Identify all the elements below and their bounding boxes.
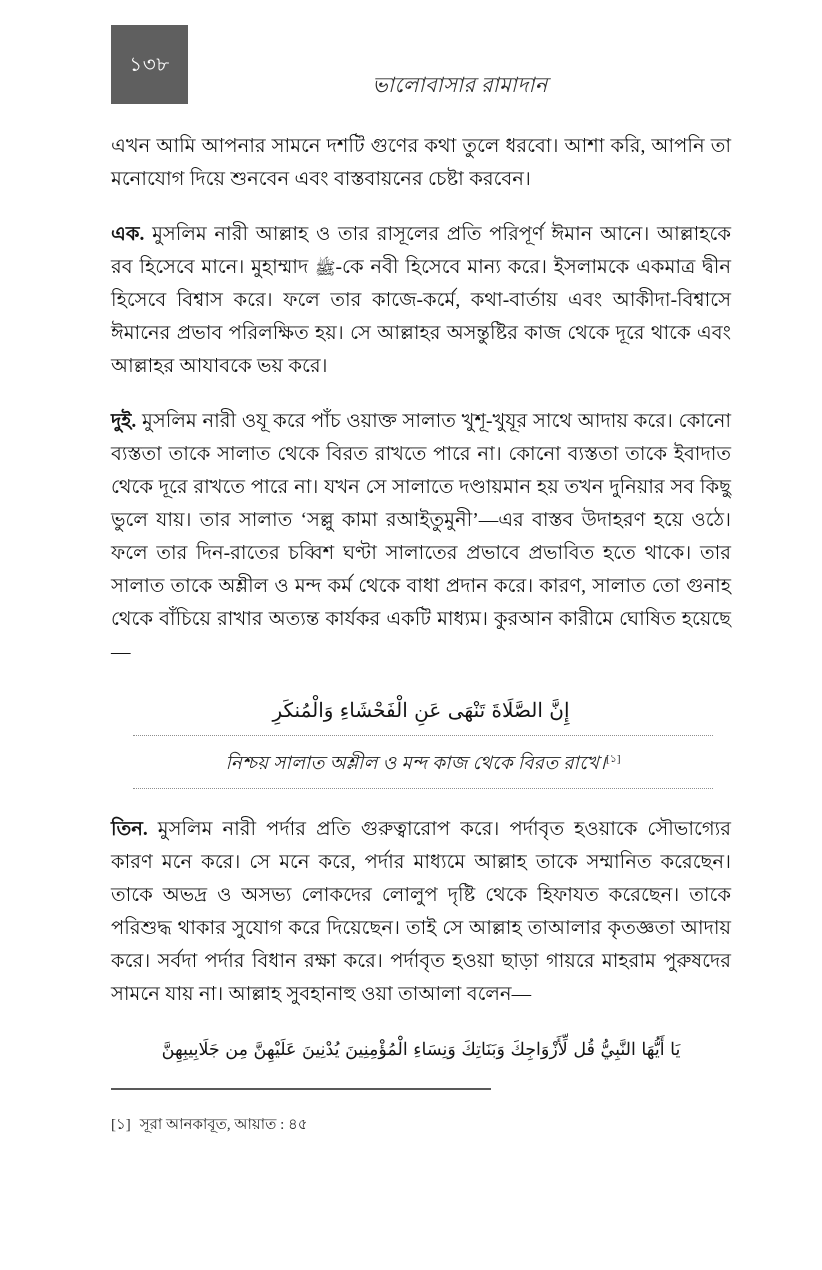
point-one-label: এক. <box>111 224 145 245</box>
point-one-text-a: মুসলিম নারী আল্লাহ ও তার রাসূলের প্রতি পরিপূর্ণ ঈমান আনে। আল্লাহকে রব হিসেবে মানে। মুহাম্মাদ <box>111 224 731 278</box>
point-three-paragraph <box>111 813 731 1011</box>
page-number-box <box>111 25 188 104</box>
verse-one-translation-band <box>133 735 713 789</box>
point-two-text: মুসলিম নারী ওযূ করে পাঁচ ওয়াক্ত সালাত খুশূ-খুযূর সাথে আদায় করে। কোনো ব্যস্ততা তাকে সালাত থেকে বিরত রাখতে পারে না। কোনো ব্যস্ততা তাকে ইবাদাত থেকে দূরে রাখতে পারে না। যখন সে সালাতে দণ্ডায়মান হয় তখন দুনিয়ার সব কিছু ভুলে যায়। তার সালাত ‘সল্লু কামা রআইতুমুনী’—এর বাস্তব উদাহরণ হয়ে ওঠে। ফলে তার দিন-রাতের চব্বিশ ঘণ্টা সালাতের প্রভাবে প্রভাবিত হতে থাকে। তার সালাত তাকে অশ্লীল ও মন্দ কর্ম থেকে বাধা প্রদান করে। কারণ, সালাত তো গুনাহ থেকে বাঁচিয়ে রাখার অত্যন্ত কার্যকর একটি মাধ্যম। কুরআন কারীমে ঘোষিত হয়েছে— <box>111 411 731 663</box>
point-three-text: মুসলিম নারী পর্দার প্রতি গুরুত্বারোপ করে। পর্দাবৃত হওয়াকে সৌভাগ্যের কারণ মনে করে। সে মনে করে, পর্দার মাধ্যমে আল্লাহ তাকে সম্মানিত করেছেন। তাকে অভদ্র ও অসভ্য লোকদের লোলুপ দৃষ্টি থেকে হিফাযত করেছেন। তাকে পরিশুদ্ধ থাকার সুযোগ করে দিয়েছেন। তাই সে আল্লাহ তাআলার কৃতজ্ঞতা আদায় করে। সর্বদা পর্দার বিধান রক্ষা করে। পর্দাবৃত হওয়া ছাড়া গায়রে মাহরাম পুরুষদের সামনে যায় না। আল্লাহ সুবহানাহু ওয়া তাআলা বলেন— <box>111 819 731 1006</box>
point-two-label: দুই. <box>111 411 137 432</box>
book-title: ভালোবাসার রামাদান <box>372 73 548 97</box>
point-three-label: তিন. <box>111 819 148 841</box>
point-two-paragraph <box>111 405 731 669</box>
point-one-text-b: -কে নবী হিসেবে মান্য করে। ইসলামকে একমাত্র দ্বীন হিসেবে বিশ্বাস করে। ফলে তার কাজে-কর্মে, কথা-বার্তায় এবং আকীদা-বিশ্বাসে ঈমানের প্রভাব পরিলক্ষিত হয়। সে আল্লাহর অসন্তুষ্টির কাজ থেকে দূরে থাকে এবং আল্লাহর আযাবকে ভয় করে। <box>111 257 731 377</box>
page-content <box>111 130 731 1067</box>
footnote-marker: [১] <box>111 1117 131 1133</box>
intro-paragraph: এখন আমি আপনার সামনে দশটি গুণের কথা তুলে ধরবো। আশা করি, আপনি তা মনোযোগ দিয়ে শুনবেন এবং বাস্তবায়নের চেষ্টা করবেন। <box>111 136 731 190</box>
sallallahu-alayhi-wasallam-glyph: ﷺ <box>315 259 336 278</box>
quran-verse-one-arabic: إِنَّ الصَّلَاةَ تَنْهَى عَنِ الْفَحْشَاءِ وَالْمُنكَرِ <box>272 698 570 722</box>
footnote-entry <box>111 1113 711 1137</box>
footnote-reference-marker: [১] <box>606 753 621 765</box>
verse-one-translation-text: নিশ্চয় সালাত অশ্লীল ও মন্দ কাজ থেকে বিরত রাখে। <box>225 754 607 775</box>
point-one-paragraph <box>111 218 731 383</box>
page-number: ১৩৮ <box>129 53 170 76</box>
verse-one-translation <box>133 745 713 778</box>
page-header <box>0 25 822 105</box>
footnote-text: সূরা আনকাবূত, আয়াত : ৪৫ <box>139 1117 308 1133</box>
quran-verse-two-arabic: يَا أَيُّهَا النَّبِيُّ قُل لِّأَزْوَاجِكَ وَبَنَاتِكَ وَنِسَاءِ الْمُؤْمِنِينَ يُدْنِينَ عَلَيْهِنَّ مِن جَلَابِيبِهِنَّ <box>161 1040 681 1061</box>
footnote-separator-rule <box>111 1088 491 1090</box>
